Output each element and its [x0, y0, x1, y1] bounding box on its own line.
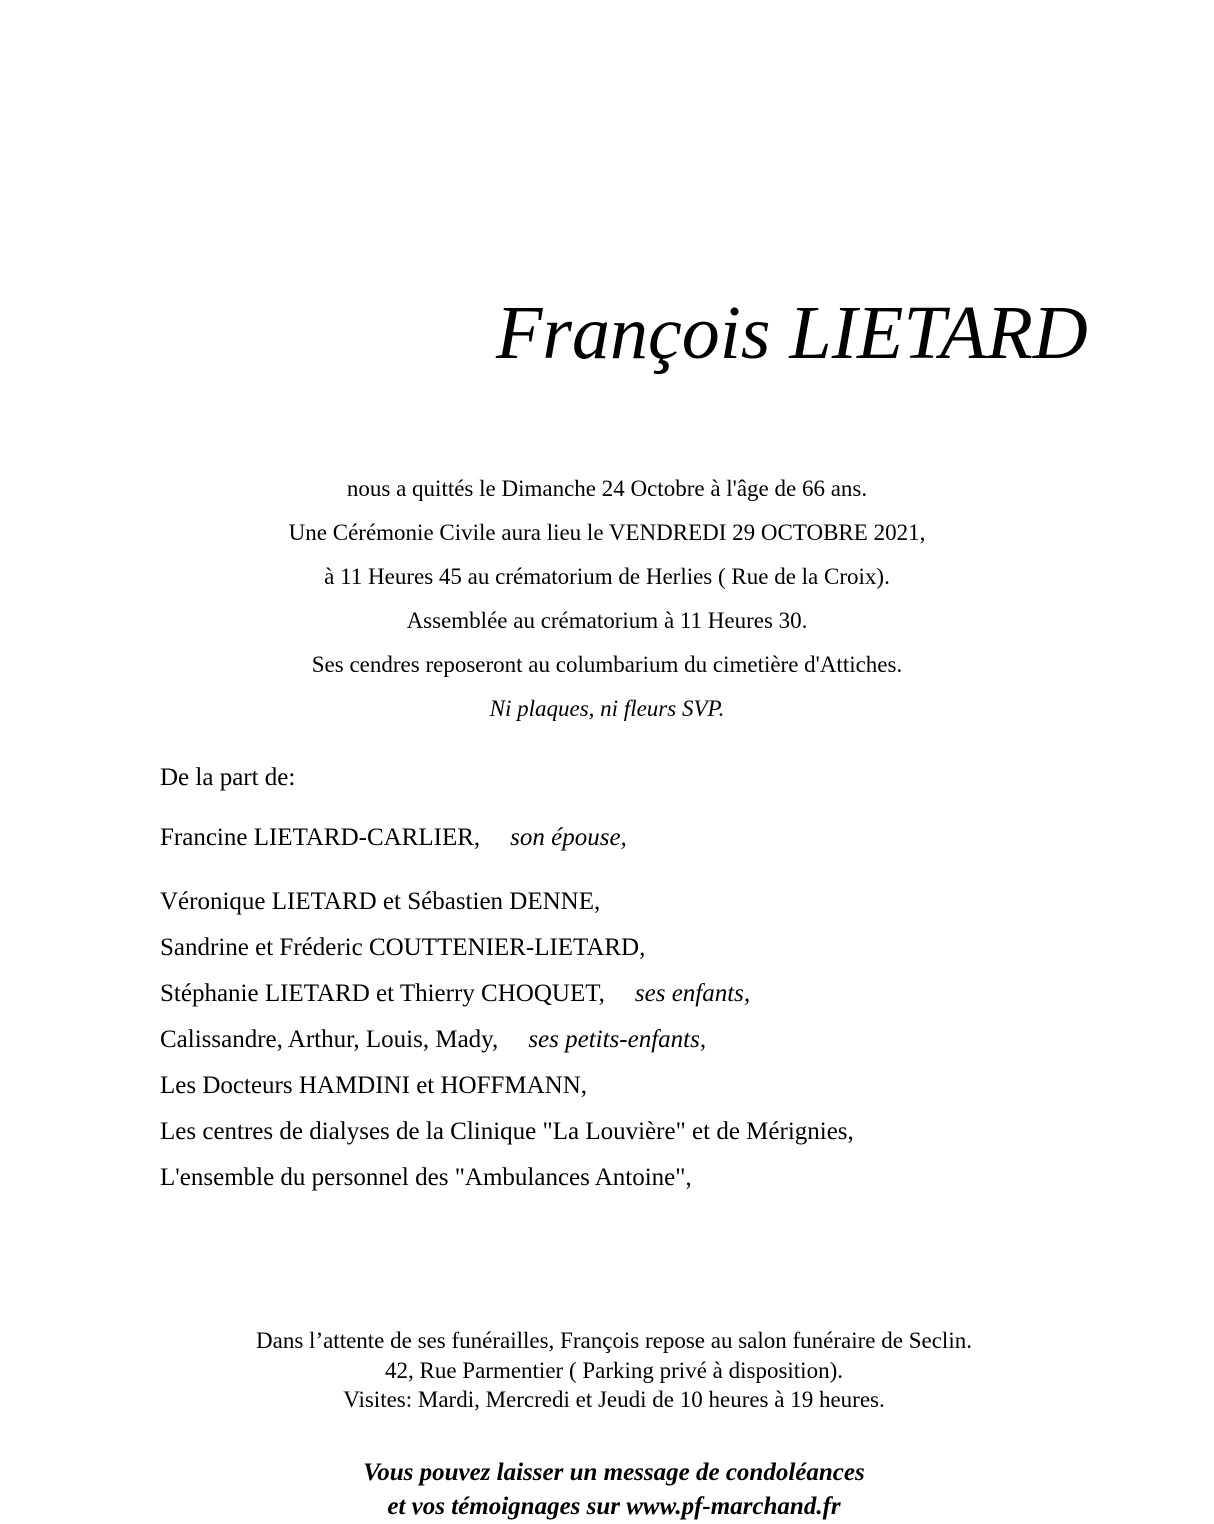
- child-name: Sandrine et Fréderic COUTTENIER-LIETARD,: [160, 934, 646, 961]
- funeral-home-address: 42, Rue Parmentier ( Parking privé à disposition).: [384, 1357, 843, 1383]
- grandchildren-relation: ses petits-enfants,: [528, 1026, 707, 1053]
- child-row: [160, 882, 854, 928]
- visiting-hours: Visites: Mardi, Mercredi et Jeudi de 10 heures à 19 heures.: [343, 1387, 885, 1412]
- child-row: [160, 928, 854, 974]
- announcement-venue-line: à 11 Heures 45 au crématorium de Herlies ( Rue de la Croix).: [324, 564, 890, 589]
- spouse-row: [160, 818, 854, 882]
- announcement-ashes-line: Ses cendres reposeront au columbarium du cimetière d'Attiches.: [311, 652, 903, 677]
- announcement-ceremony-line: Une Cérémonie Civile aura lieu le VENDREDI 29 OCTOBRE 2021,: [288, 520, 926, 545]
- grandchildren-row: [160, 1020, 854, 1066]
- grandchildren-names: Calissandre, Arthur, Louis, Mady,: [160, 1026, 499, 1053]
- child-name: Véronique LIETARD et Sébastien DENNE,: [160, 888, 601, 915]
- funeral-home-line: Dans l’attente de ses funérailles, François repose au salon funéraire de Seclin.: [256, 1328, 972, 1353]
- announcement-no-flowers-note: Ni plaques, ni fleurs SVP.: [489, 696, 725, 721]
- child-name: Stéphanie LIETARD et Thierry CHOQUET,: [160, 980, 605, 1007]
- other-mourner-row: L'ensemble du personnel des "Ambulances Antoine",: [160, 1164, 692, 1191]
- family-list: [160, 758, 854, 1204]
- children-relation: ses enfants,: [634, 980, 751, 1007]
- condolences-message: [0, 1456, 1214, 1524]
- announcement: [0, 472, 1214, 736]
- condolences-website-line: et vos témoignages sur www.pf-marchand.fr: [387, 1493, 841, 1520]
- deceased-name: François LIETARD: [496, 291, 1088, 375]
- funeral-home-info: [0, 1326, 1214, 1415]
- spouse-relation: son épouse,: [510, 824, 627, 851]
- other-mourner-row: Les Docteurs HAMDINI et HOFFMANN,: [160, 1072, 588, 1099]
- child-row: [160, 974, 854, 1020]
- spouse-name: Francine LIETARD-CARLIER,: [160, 824, 481, 851]
- other-mourner-row: Les centres de dialyses de la Clinique "La Louvière" et de Mérignies,: [160, 1118, 854, 1145]
- from-label: De la part de:: [160, 764, 296, 791]
- announcement-death-line: nous a quittés le Dimanche 24 Octobre à l'âge de 66 ans.: [346, 476, 868, 501]
- condolences-line: Vous pouvez laisser un message de condoléances: [363, 1459, 865, 1486]
- announcement-assembly-line: Assemblée au crématorium à 11 Heures 30.: [406, 608, 808, 633]
